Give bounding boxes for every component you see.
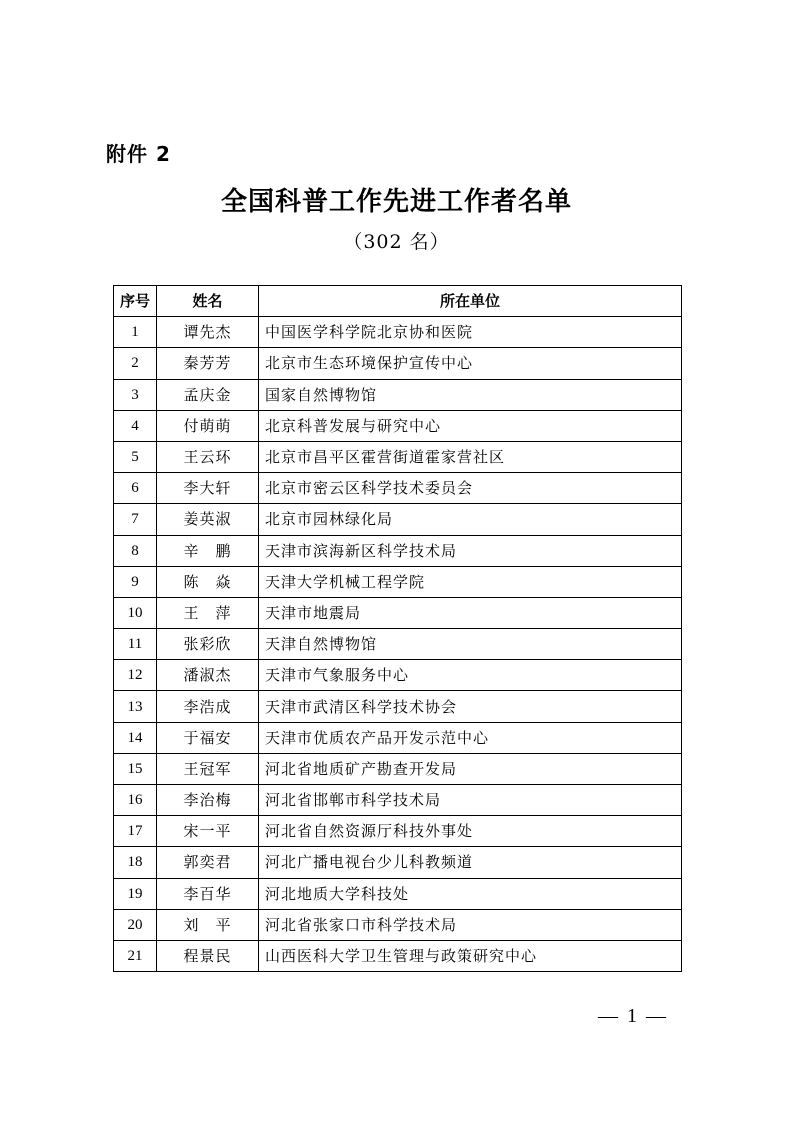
organization-cell: 天津市优质农产品开发示范中心 [259, 722, 682, 753]
person-name-cell: 辛 鹏 [157, 535, 259, 566]
table-row [114, 785, 682, 816]
serial-number-cell: 1 [114, 317, 157, 348]
table-row [114, 722, 682, 753]
serial-number-cell: 10 [114, 597, 157, 628]
table-row [114, 504, 682, 535]
roster-table [113, 285, 682, 972]
person-name-cell: 陈 焱 [157, 566, 259, 597]
organization-cell: 河北省张家口市科学技术局 [259, 909, 682, 940]
table-row [114, 629, 682, 660]
person-name-cell: 李百华 [157, 878, 259, 909]
serial-number-cell: 20 [114, 909, 157, 940]
person-name-cell: 张彩欣 [157, 629, 259, 660]
organization-cell: 山西医科大学卫生管理与政策研究中心 [259, 940, 682, 971]
serial-number-cell: 17 [114, 816, 157, 847]
person-name-cell: 程景民 [157, 940, 259, 971]
person-name-cell: 郭奕君 [157, 847, 259, 878]
organization-cell: 北京市园林绿化局 [259, 504, 682, 535]
person-name-cell: 于福安 [157, 722, 259, 753]
organization-cell: 国家自然博物馆 [259, 379, 682, 410]
organization-cell: 天津市地震局 [259, 597, 682, 628]
serial-number-cell: 4 [114, 410, 157, 441]
table-row [114, 566, 682, 597]
person-name-cell: 潘淑杰 [157, 660, 259, 691]
organization-cell: 天津自然博物馆 [259, 629, 682, 660]
table-row [114, 660, 682, 691]
organization-cell: 中国医学科学院北京协和医院 [259, 317, 682, 348]
serial-number-cell: 15 [114, 753, 157, 784]
person-name-cell: 孟庆金 [157, 379, 259, 410]
organization-cell: 河北省自然资源厅科技外事处 [259, 816, 682, 847]
table-row [114, 410, 682, 441]
header-organization: 所在单位 [259, 286, 682, 317]
person-name-cell: 刘 平 [157, 909, 259, 940]
person-name-cell: 王 萍 [157, 597, 259, 628]
person-name-cell: 李大轩 [157, 473, 259, 504]
table-row [114, 753, 682, 784]
organization-cell: 天津市武清区科学技术协会 [259, 691, 682, 722]
serial-number-cell: 18 [114, 847, 157, 878]
header-row [114, 286, 682, 317]
serial-number-cell: 19 [114, 878, 157, 909]
table-row [114, 909, 682, 940]
serial-number-cell: 9 [114, 566, 157, 597]
serial-number-cell: 13 [114, 691, 157, 722]
header-name: 姓名 [157, 286, 259, 317]
serial-number-cell: 6 [114, 473, 157, 504]
table-row [114, 816, 682, 847]
person-name-cell: 谭先杰 [157, 317, 259, 348]
organization-cell: 北京科普发展与研究中心 [259, 410, 682, 441]
table-row [114, 379, 682, 410]
organization-cell: 北京市密云区科学技术委员会 [259, 473, 682, 504]
table-row [114, 535, 682, 566]
table-row [114, 597, 682, 628]
table-row [114, 473, 682, 504]
table-body [114, 317, 682, 972]
person-name-cell: 秦芳芳 [157, 348, 259, 379]
serial-number-cell: 3 [114, 379, 157, 410]
document-subtitle: （302 名） [343, 231, 450, 253]
table-row [114, 348, 682, 379]
table-row [114, 441, 682, 472]
serial-number-cell: 11 [114, 629, 157, 660]
person-name-cell: 李治梅 [157, 785, 259, 816]
table-row [114, 691, 682, 722]
person-name-cell: 王冠军 [157, 753, 259, 784]
organization-cell: 河北地质大学科技处 [259, 878, 682, 909]
serial-number-cell: 21 [114, 940, 157, 971]
table-row [114, 940, 682, 971]
serial-number-cell: 7 [114, 504, 157, 535]
serial-number-cell: 16 [114, 785, 157, 816]
organization-cell: 河北广播电视台少儿科教频道 [259, 847, 682, 878]
table-header [114, 286, 682, 317]
organization-cell: 北京市生态环境保护宣传中心 [259, 348, 682, 379]
person-name-cell: 付萌萌 [157, 410, 259, 441]
serial-number-cell: 8 [114, 535, 157, 566]
person-name-cell: 王云环 [157, 441, 259, 472]
table-row [114, 847, 682, 878]
header-serial-number: 序号 [114, 286, 157, 317]
attachment-label: 附件 2 [106, 142, 171, 166]
person-name-cell: 李浩成 [157, 691, 259, 722]
organization-cell: 河北省邯郸市科学技术局 [259, 785, 682, 816]
table-row [114, 878, 682, 909]
serial-number-cell: 12 [114, 660, 157, 691]
organization-cell: 河北省地质矿产勘查开发局 [259, 753, 682, 784]
person-name-cell: 宋一平 [157, 816, 259, 847]
organization-cell: 天津市气象服务中心 [259, 660, 682, 691]
organization-cell: 天津大学机械工程学院 [259, 566, 682, 597]
organization-cell: 北京市昌平区霍营街道霍家营社区 [259, 441, 682, 472]
serial-number-cell: 5 [114, 441, 157, 472]
serial-number-cell: 14 [114, 722, 157, 753]
document-title: 全国科普工作先进工作者名单 [220, 187, 572, 217]
table-row [114, 317, 682, 348]
serial-number-cell: 2 [114, 348, 157, 379]
organization-cell: 天津市滨海新区科学技术局 [259, 535, 682, 566]
page-number: — 1 — [598, 1005, 668, 1027]
person-name-cell: 姜英淑 [157, 504, 259, 535]
